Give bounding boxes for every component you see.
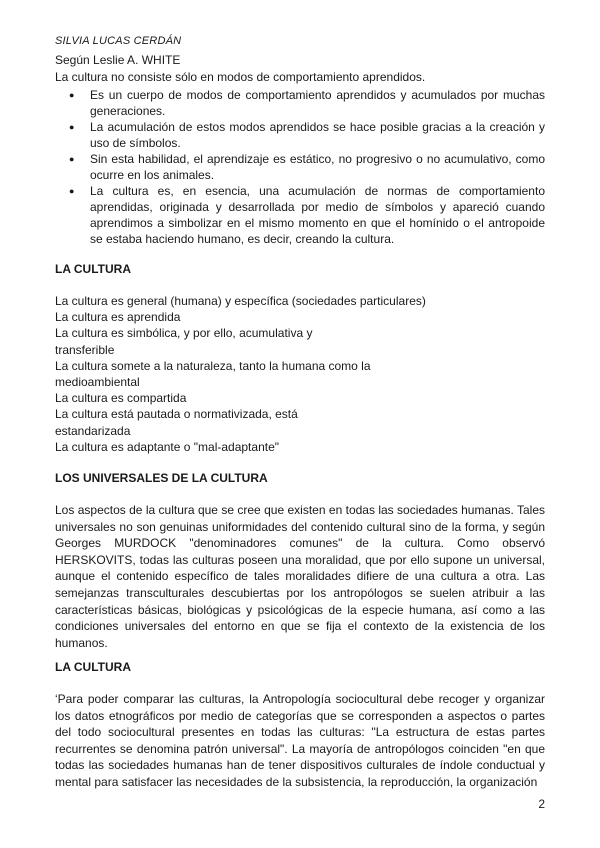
trait-line: estandarizada bbox=[55, 423, 131, 438]
trait-line: La cultura es general (humana) y específica (sociedades particulares) bbox=[55, 294, 426, 308]
universales-paragraph: Los aspectos de la cultura que se cree que existen en todas las sociedades humanas. Tales universales no son genuinas uniformidades del contenido cultural sino de la forma, y según Georges MURDOCK "denominadores comunes" de la cultura. Como observó HERSKOVITS, todas las culturas poseen una moralidad, que por ello supone un universal, aunque el contenido específico de tales moralidades difiere de una cultura a otra. Las semejanzas transculturales descubiertas por los antropólogos se suelen atribuir a las características básicas, biológicas y psicológicas de la especie humana, así como a las condiciones universales del entorno en que se fija el contexto de la existencia de los humanos. bbox=[55, 503, 545, 650]
trait-line: La cultura es compartida bbox=[55, 391, 187, 406]
section-heading-la-cultura-2: LA CULTURA bbox=[55, 660, 131, 674]
trait-line: La cultura somete a la naturaleza, tanto la humana como la bbox=[55, 358, 371, 373]
section-heading-universales: LOS UNIVERSALES DE LA CULTURA bbox=[55, 471, 268, 485]
trait-line: La cultura es aprendida bbox=[55, 310, 181, 325]
trait-line: La cultura es simbólica, y por ello, acumulativa y bbox=[55, 326, 313, 341]
author-header: SILVIA LUCAS CERDÁN bbox=[55, 35, 182, 47]
bullet-item: ● La cultura es, en esencia, una acumulación de normas de comportamiento aprendidas, originada y desarrollada por medio de símbolos y apareció cuando aprendimos a simbolizar en el mismo momento en que el homínido o el antropoide se estaba haciendo humano, es decir, creando la cultura. bbox=[55, 183, 545, 247]
bullet-item: ● La acumulación de estos modos aprendidos se hace posible gracias a la creación y uso de símbolos. bbox=[55, 119, 545, 151]
culture-traits-list bbox=[55, 293, 426, 455]
intro-statement: La cultura no consiste sólo en modos de comportamiento aprendidos. bbox=[55, 70, 426, 84]
patron-universal-paragraph: ‘Para poder comparar las culturas, la Antropología sociocultural debe recoger y organizar los datos etnográficos por medio de categorías que se corresponden a aspectos o partes del todo sociocultural presentes en todas las culturas: "La estructura de estas partes recurrentes se denomina patrón universal". La mayoría de antropólogos coinciden "en que todas las sociedades humanas han de tener dispositivos culturales de índole conductual y mental para satisfacer las necesidades de la subsistencia, la reproducción, la organización bbox=[55, 692, 545, 789]
trait-line: La cultura está pautada o normativizada, está bbox=[55, 407, 298, 422]
trait-line: medioambiental bbox=[55, 375, 140, 390]
section-heading-la-cultura: LA CULTURA bbox=[55, 262, 131, 276]
bullet-item: ● Sin esta habilidad, el aprendizaje es estático, no progresivo o no acumulativo, como ocurre en los animales. bbox=[55, 151, 545, 183]
trait-line: transferible bbox=[55, 342, 115, 357]
page-number: 2 bbox=[538, 797, 545, 811]
intro-bullet-list bbox=[55, 87, 545, 247]
bullet-item: ● Es un cuerpo de modos de comportamiento aprendidos y acumulados por muchas generaciones. bbox=[55, 87, 545, 119]
source-line: Según Leslie A. WHITE bbox=[55, 53, 181, 67]
trait-line: La cultura es adaptante o "mal-adaptante" bbox=[55, 439, 280, 454]
